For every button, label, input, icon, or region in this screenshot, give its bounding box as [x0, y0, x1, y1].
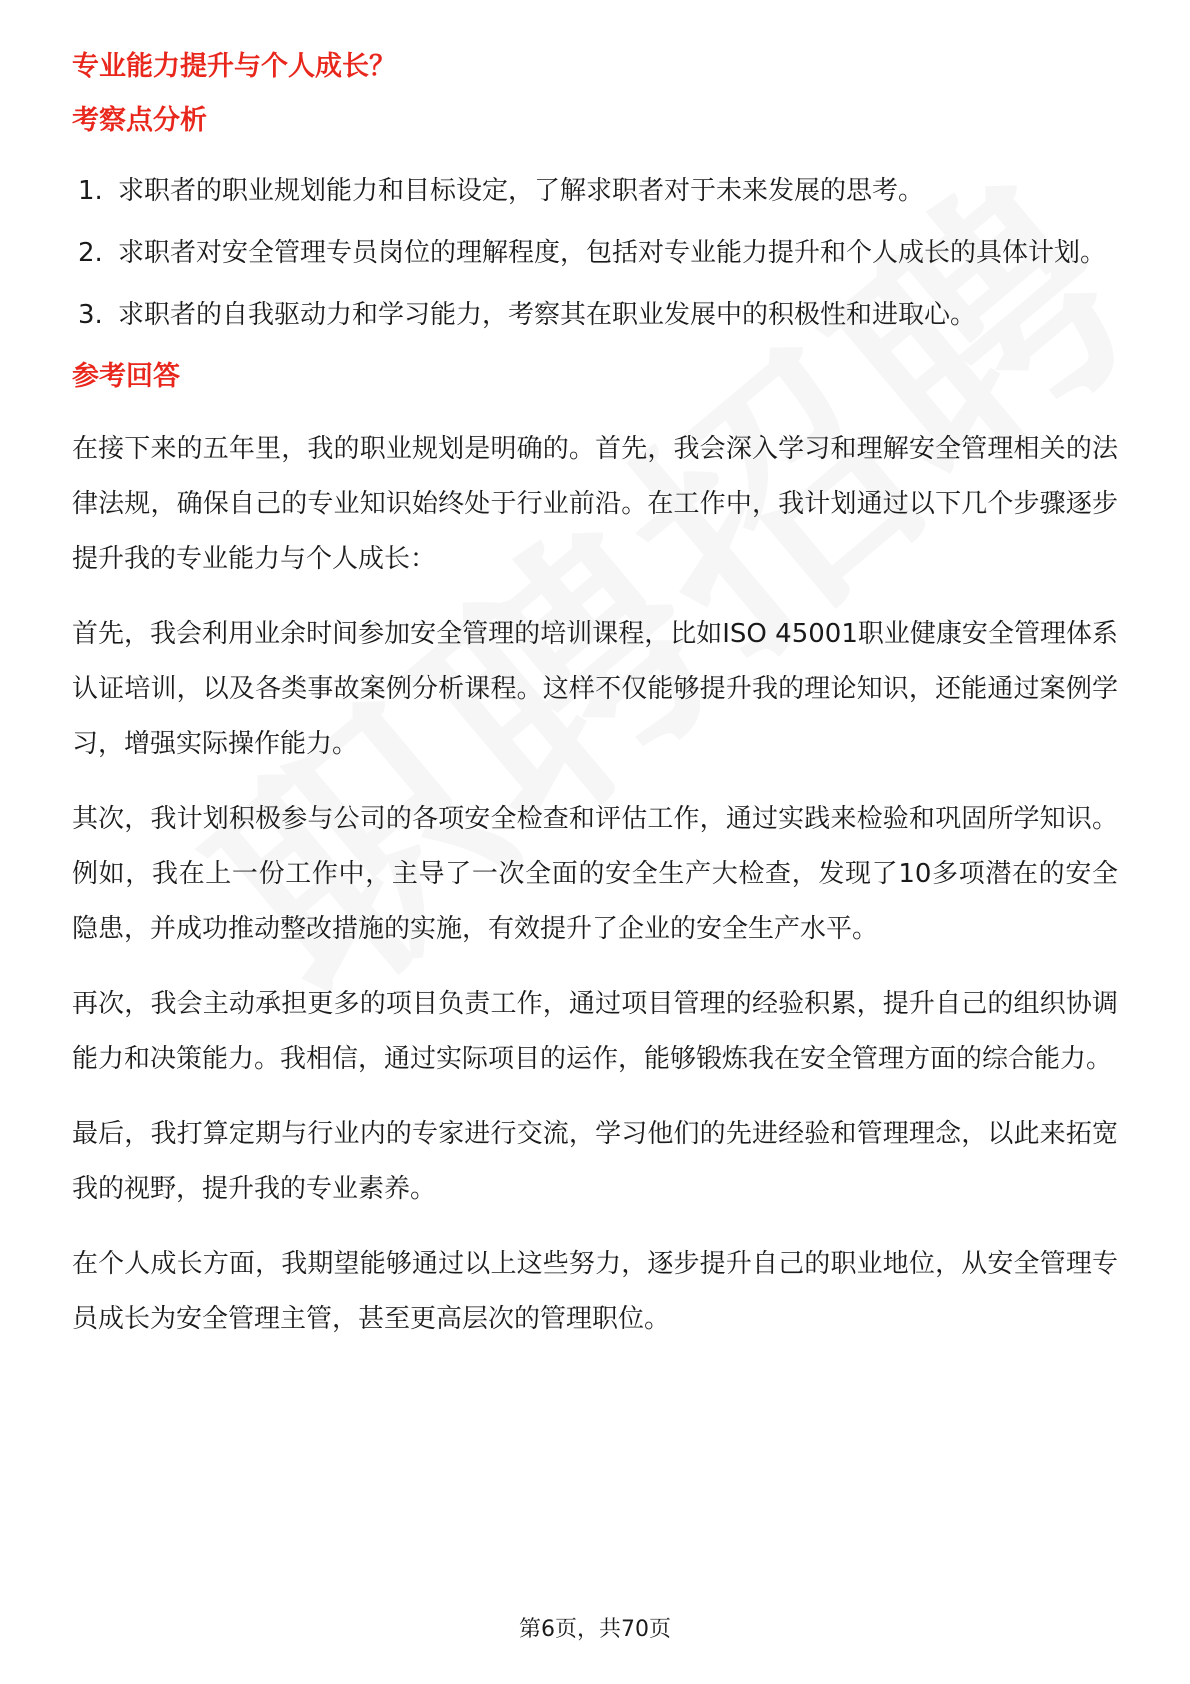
- analysis-point: 求职者的职业规划能力和目标设定，了解求职者对于未来发展的思考。: [118, 176, 925, 206]
- analysis-points-list: [72, 162, 1118, 344]
- analysis-point: 求职者对安全管理专员岗位的理解程度，包括对专业能力提升和个人成长的具体计划。: [118, 238, 1107, 268]
- question-title: 专业能力提升与个人成长？: [72, 51, 396, 82]
- answer-paragraph: 在接下来的五年里，我的职业规划是明确的。首先，我会深入学习和理解安全管理相关的法律法规，确保自己的专业知识始终处于行业前沿。在工作中，我计划通过以下几个步骤逐步提升我的专业能力与个人成长：: [72, 434, 1118, 574]
- answer-paragraph: 再次，我会主动承担更多的项目负责工作，通过项目管理的经验积累，提升自己的组织协调能力和决策能力。我相信，通过实际项目的运作，能够锻炼我在安全管理方面的综合能力。: [72, 989, 1118, 1074]
- analysis-point: 求职者的自我驱动力和学习能力，考察其在职业发展中的积极性和进取心。: [118, 300, 977, 330]
- analysis-heading: 考察点分析: [72, 105, 207, 136]
- answer-paragraph: 在个人成长方面，我期望能够通过以上这些努力，逐步提升自己的职业地位，从安全管理专员成长为安全管理主管，甚至更高层次的管理职位。: [72, 1249, 1118, 1334]
- page-footer: 第6页，共70页: [519, 1617, 671, 1642]
- document-page: [72, 40, 1118, 1367]
- answer-heading: 参考回答: [72, 361, 180, 392]
- answer-paragraph: 最后，我打算定期与行业内的专家进行交流，学习他们的先进经验和管理理念，以此来拓宽我的视野，提升我的专业素养。: [72, 1119, 1118, 1204]
- answer-paragraph: 其次，我计划积极参与公司的各项安全检查和评估工作，通过实践来检验和巩固所学知识。例如，我在上一份工作中，主导了一次全面的安全生产大检查，发现了10多项潜在的安全隐患，并成功推动整改措施的实施，有效提升了企业的安全生产水平。: [72, 804, 1118, 944]
- answer-paragraph: 首先，我会利用业余时间参加安全管理的培训课程，比如ISO 45001职业健康安全管理体系认证培训，以及各类事故案例分析课程。这样不仅能够提升我的理论知识，还能通过案例学习，增强实际操作能力。: [72, 619, 1118, 759]
